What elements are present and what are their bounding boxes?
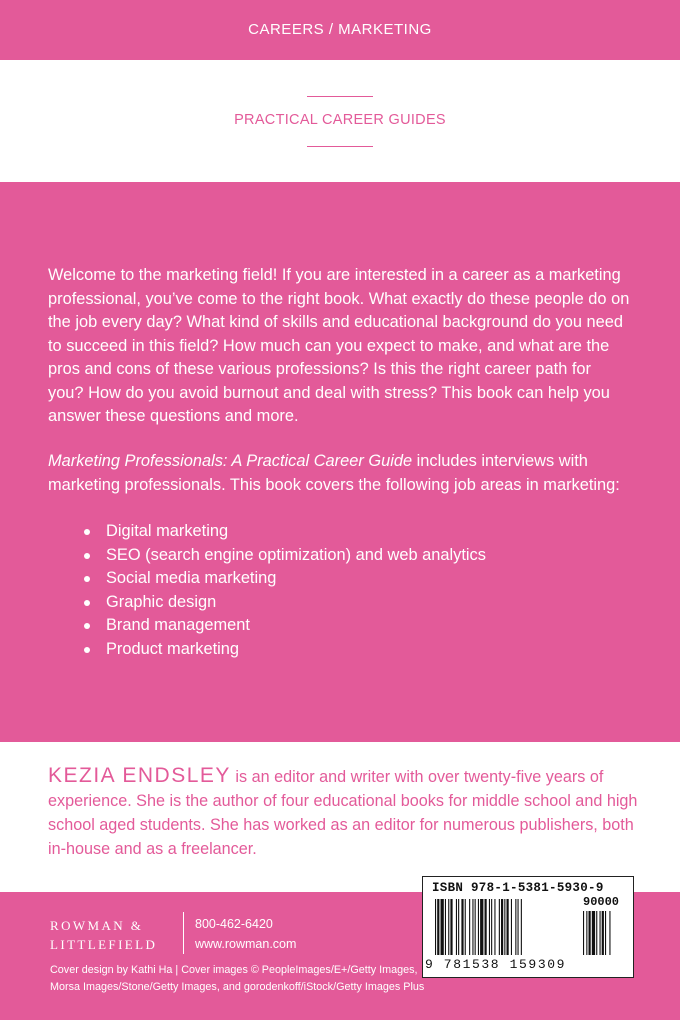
category-label: CAREERS / MARKETING xyxy=(248,21,432,38)
ean-digits: 9 781538 159309 xyxy=(425,957,567,972)
list-item: Social media marketing xyxy=(84,567,486,591)
coverage-paragraph xyxy=(48,450,630,497)
isbn-label: ISBN 978-1-5381-5930-9 xyxy=(432,881,604,895)
description-section xyxy=(0,182,680,742)
author-bio xyxy=(48,764,638,861)
bottom-rule xyxy=(307,146,373,147)
publisher-logo xyxy=(50,916,157,954)
isbn-barcode xyxy=(422,876,634,978)
series-label: PRACTICAL CAREER GUIDES xyxy=(234,112,446,128)
author-section xyxy=(0,742,680,892)
list-item: Brand management xyxy=(84,614,486,638)
intro-paragraph: Welcome to the marketing field! If you are interested in a career as a marketing professional, you’ve come to the right book. What exactly do these people do on the job every day? What kind of skills and educational background do you need to succeed in this field? How much can you expect to make, and what are the pros and cons of these various professions? Is this the right career path for you? How do you avoid burnout and deal with stress? This book can help you answer these questions and more. xyxy=(48,266,630,425)
coverage-text: includes interviews with marketing professionals. This book covers the following job areas in marketing: xyxy=(48,452,620,494)
logo-line-2: LITTLEFIELD xyxy=(50,937,158,952)
category-header xyxy=(0,0,680,60)
logo-line-1: ROWMAN & xyxy=(50,918,144,933)
author-name: KEZIA ENDSLEY xyxy=(48,764,231,787)
book-title: Marketing Professionals: A Practical Career Guide xyxy=(48,452,413,470)
cover-credits: Cover design by Kathi Ha | Cover images © PeopleImages/E+/Getty Images, Morsa Images/Stone/Getty Images, and gorodenkoff/iStock/Getty Images Plus xyxy=(50,964,425,993)
list-item: Product marketing xyxy=(84,638,486,662)
list-item: Graphic design xyxy=(84,591,486,615)
price-code: 90000 xyxy=(583,895,620,909)
series-band xyxy=(0,60,680,182)
top-rule xyxy=(307,96,373,97)
footer-divider xyxy=(183,912,184,954)
list-item: SEO (search engine optimization) and web analytics xyxy=(84,544,486,568)
publisher-phone: 800-462-6420 xyxy=(195,917,273,931)
list-item: Digital marketing xyxy=(84,520,486,544)
publisher-website: www.rowman.com xyxy=(195,937,297,951)
author-bio-text: is an editor and writer with over twenty-five years of experience. She is the author of four educational books for middle school and high school aged students. She has worked as an editor for numerous publishers, both in-house and as a freelancer. xyxy=(48,768,638,858)
publisher-contact xyxy=(195,914,296,954)
job-areas-list xyxy=(84,520,486,661)
